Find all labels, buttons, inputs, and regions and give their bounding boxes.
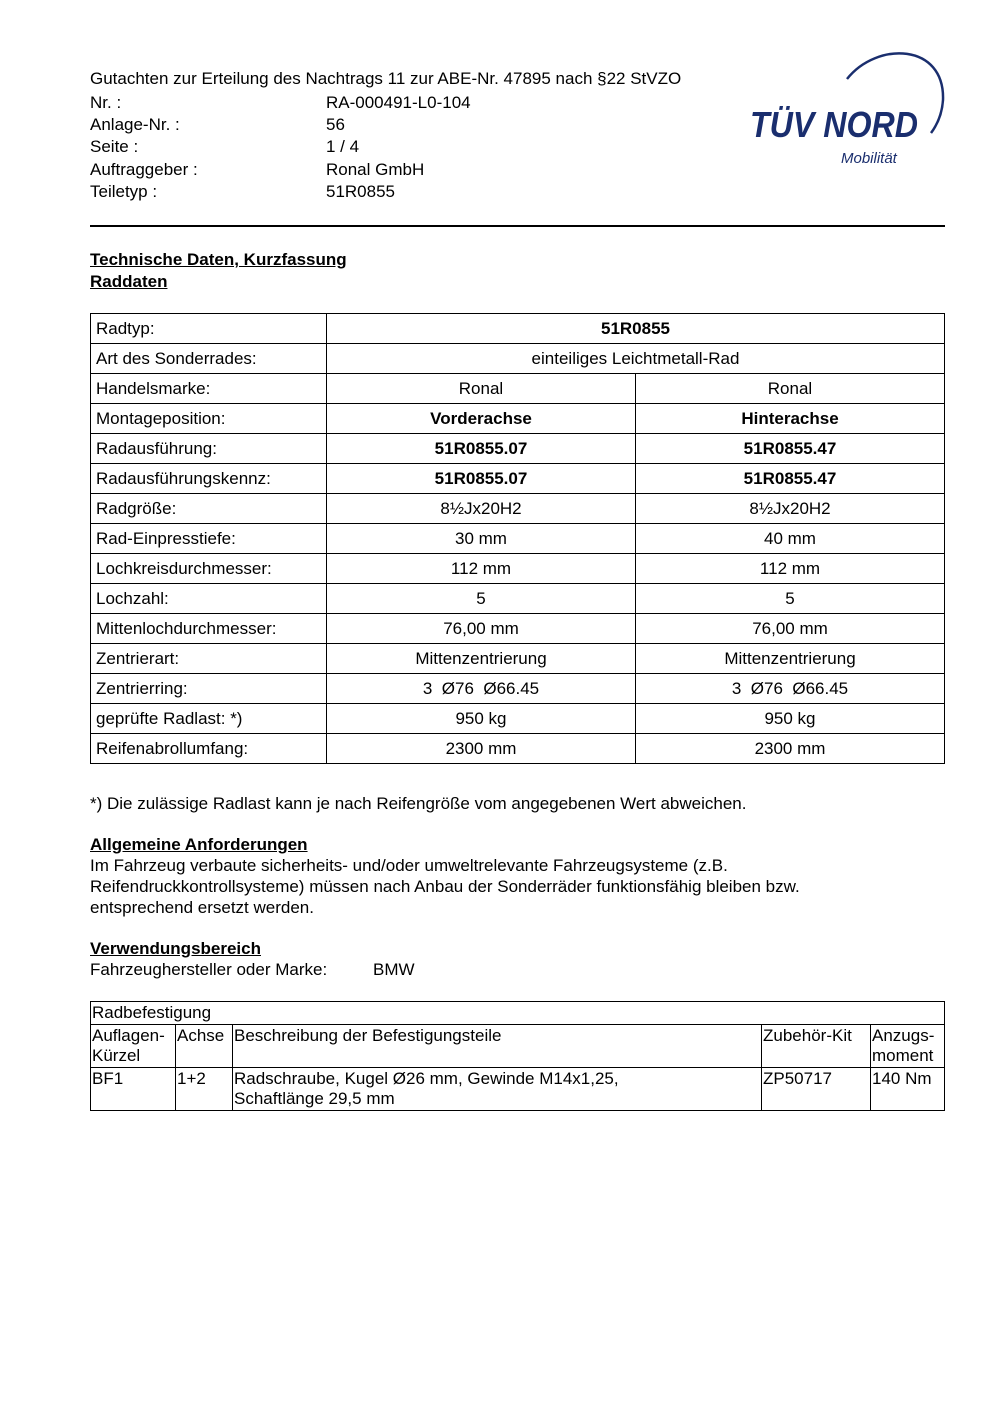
table-cell-label: geprüfte Radlast: *) [91, 704, 327, 734]
column-header-kuerzel [91, 1025, 176, 1068]
table-cell-kit: ZP50717 [762, 1068, 871, 1111]
table-cell-vorderachse: Ronal [327, 374, 636, 404]
table-row [91, 404, 945, 434]
header-value: 51R0855 [326, 182, 396, 201]
table-cell-label: Radgröße: [91, 494, 327, 524]
table-row [91, 1002, 945, 1025]
table-cell-value: einteiliges Leichtmetall-Rad [327, 344, 945, 374]
section-heading-verwendung: Verwendungsbereich [90, 939, 261, 958]
header-text: Auflagen- [92, 1026, 165, 1045]
table-cell-label: Radausführung: [91, 434, 327, 464]
header-value: 56 [326, 115, 345, 134]
table-row [91, 344, 945, 374]
report-title: Gutachten zur Erteilung des Nachtrags 11 zur ABE-Nr. 47895 nach §22 StVZO [90, 69, 682, 88]
header-value: Ronal GmbH [326, 160, 425, 179]
table-row [91, 314, 945, 344]
header-text: Kürzel [92, 1046, 141, 1065]
footnote: *) Die zulässige Radlast kann je nach Reifengröße vom angegebenen Wert abweichen. [90, 794, 747, 813]
table-cell-vorderachse: 30 mm [327, 524, 636, 554]
table-row [91, 434, 945, 464]
table-cell-vorderachse: Vorderachse [327, 404, 636, 434]
table-cell-label: Reifenabrollumfang: [91, 734, 327, 764]
table-cell-label: Montageposition: [91, 404, 327, 434]
paragraph-line: Im Fahrzeug verbaute sicherheits- und/oder umweltrelevante Fahrzeugsysteme (z.B. [90, 856, 728, 875]
table-row [91, 674, 945, 704]
logo-brand-text: TÜV NORD [750, 104, 918, 145]
table-cell-label: Handelsmarke: [91, 374, 327, 404]
header-label: Teiletyp : [90, 182, 158, 201]
table-cell-label: Zentrierart: [91, 644, 327, 674]
table-cell-label: Lochzahl: [91, 584, 327, 614]
header-divider [90, 225, 945, 227]
header-value: 1 / 4 [326, 137, 360, 156]
table-cell-hinterachse: 40 mm [636, 524, 945, 554]
table-title-cell: Radbefestigung [91, 1002, 945, 1025]
table-cell-kuerzel: BF1 [91, 1068, 176, 1111]
paragraph-line: entsprechend ersetzt werden. [90, 898, 314, 917]
header-row-seite [90, 136, 650, 158]
table-cell-label: Radtyp: [91, 314, 327, 344]
table-cell-label: Zentrierring: [91, 674, 327, 704]
table-cell-hinterachse: 8½Jx20H2 [636, 494, 945, 524]
table-cell-hinterachse: 5 [636, 584, 945, 614]
table-cell-hinterachse: 950 kg [636, 704, 945, 734]
table-cell-vorderachse: Mittenzentrierung [327, 644, 636, 674]
table-cell-hinterachse: Hinterachse [636, 404, 945, 434]
table-row [91, 464, 945, 494]
cell-line: Schaftlänge 29,5 mm [234, 1089, 395, 1108]
header-label: Anlage-Nr. : [90, 115, 180, 134]
table-row [91, 524, 945, 554]
tuv-nord-logo [745, 45, 950, 175]
header-text: Anzugs- [872, 1026, 935, 1045]
header-label: Nr. : [90, 93, 122, 112]
table-cell-label: Art des Sonderrades: [91, 344, 327, 374]
header-row-teiletyp [90, 181, 650, 203]
logo-sub-text: Mobilität [841, 150, 897, 167]
table-cell-beschreibung [233, 1068, 762, 1111]
table-cell-vorderachse: 51R0855.07 [327, 434, 636, 464]
table-row [91, 734, 945, 764]
table-cell-vorderachse: 51R0855.07 [327, 464, 636, 494]
table-cell-vorderachse: 3 Ø76 Ø66.45 [327, 674, 636, 704]
header-row-auftraggeber [90, 159, 650, 181]
table-cell-hinterachse: Mittenzentrierung [636, 644, 945, 674]
table-cell-vorderachse: 2300 mm [327, 734, 636, 764]
header-label: Seite : [90, 137, 139, 156]
table-cell-label: Rad-Einpresstiefe: [91, 524, 327, 554]
table-cell-vorderachse: 8½Jx20H2 [327, 494, 636, 524]
header-text: moment [872, 1046, 934, 1065]
raddaten-table [90, 313, 945, 764]
table-row [91, 614, 945, 644]
column-header-zubehoer: Zubehör-Kit [762, 1025, 871, 1068]
radbefestigung-table [90, 1001, 945, 1111]
section-heading-raddaten: Raddaten [90, 272, 168, 291]
allgemein-paragraph [90, 855, 800, 918]
column-header-beschreibung: Beschreibung der Befestigungsteile [233, 1025, 762, 1068]
table-cell-vorderachse: 5 [327, 584, 636, 614]
verwendung-label: Fahrzeughersteller oder Marke: [90, 960, 328, 979]
table-cell-hinterachse: 76,00 mm [636, 614, 945, 644]
table-cell-label: Lochkreisdurchmesser: [91, 554, 327, 584]
table-row [91, 1068, 945, 1111]
table-cell-hinterachse: Ronal [636, 374, 945, 404]
table-row [91, 584, 945, 614]
table-cell-hinterachse: 112 mm [636, 554, 945, 584]
table-cell-hinterachse: 3 Ø76 Ø66.45 [636, 674, 945, 704]
cell-line: Radschraube, Kugel Ø26 mm, Gewinde M14x1,25, [234, 1069, 619, 1088]
column-header-anzugsmoment [871, 1025, 945, 1068]
table-cell-label: Mittenlochdurchmesser: [91, 614, 327, 644]
table-cell-label: Radausführungskennz: [91, 464, 327, 494]
table-row [91, 494, 945, 524]
table-cell-vorderachse: 112 mm [327, 554, 636, 584]
verwendung-value: BMW [373, 960, 415, 979]
header-label: Auftraggeber : [90, 160, 198, 179]
section-heading-allgemein: Allgemeine Anforderungen [90, 835, 308, 854]
table-cell-vorderachse: 76,00 mm [327, 614, 636, 644]
table-cell-achse: 1+2 [176, 1068, 233, 1111]
table-row [91, 704, 945, 734]
table-cell-vorderachse: 950 kg [327, 704, 636, 734]
header-row-anlage [90, 114, 650, 136]
table-cell-hinterachse: 51R0855.47 [636, 434, 945, 464]
tuv-nord-logo-graphic [745, 45, 950, 175]
table-cell-hinterachse: 2300 mm [636, 734, 945, 764]
table-cell-value: 51R0855 [327, 314, 945, 344]
header-row-nr [90, 92, 650, 114]
table-header-row [91, 1025, 945, 1068]
header-value: RA-000491-L0-104 [326, 93, 471, 112]
section-heading-technische-daten: Technische Daten, Kurzfassung [90, 250, 347, 269]
table-row [91, 554, 945, 584]
paragraph-line: Reifendruckkontrollsysteme) müssen nach Anbau der Sonderräder funktionsfähig bleiben bzw. [90, 877, 800, 896]
column-header-achse: Achse [176, 1025, 233, 1068]
table-row [91, 644, 945, 674]
table-cell-moment: 140 Nm [871, 1068, 945, 1111]
table-row [91, 374, 945, 404]
table-cell-hinterachse: 51R0855.47 [636, 464, 945, 494]
